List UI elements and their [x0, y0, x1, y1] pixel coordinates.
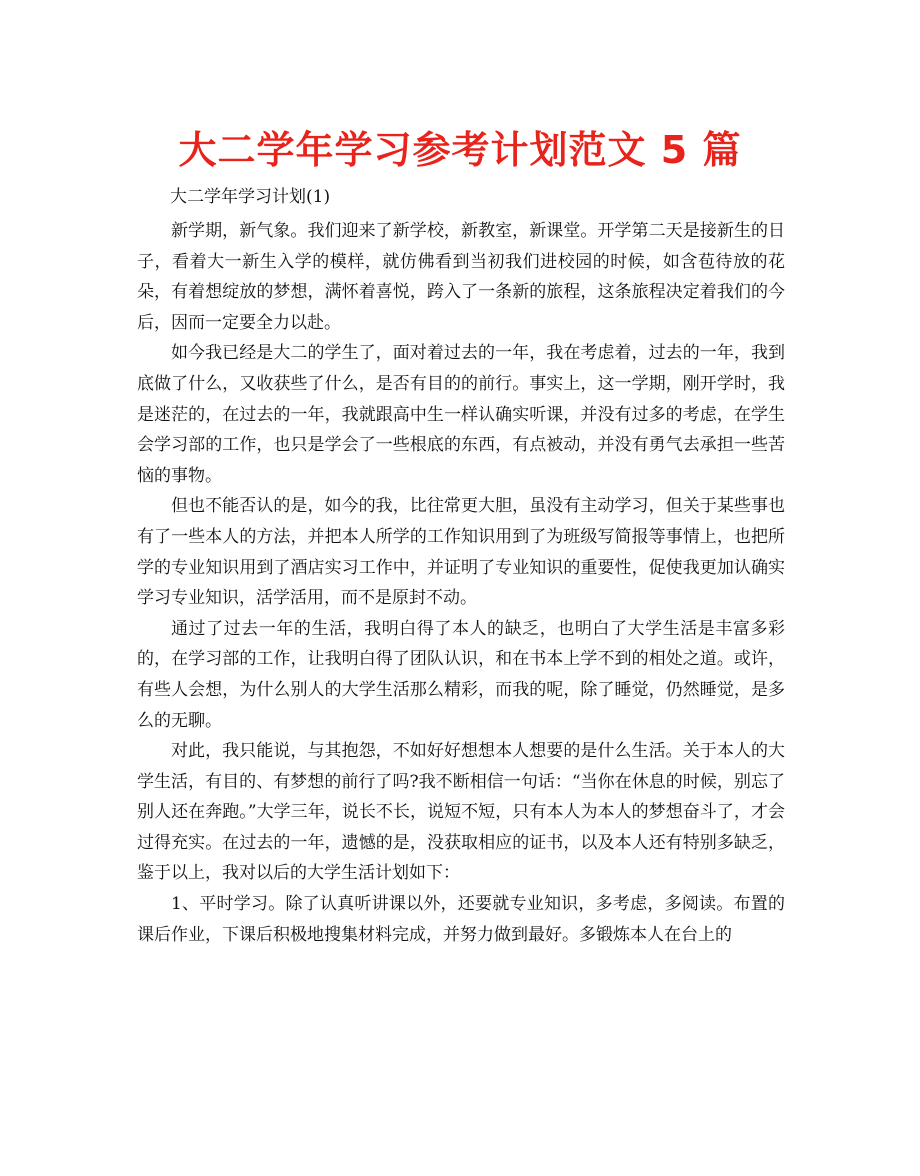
document-body — [137, 216, 785, 950]
paragraph-2: 如今我已经是大二的学生了，面对着过去的一年，我在考虑着，过去的一年，我到底做了什么，又收获些了什么，是否有目的的前行。事实上，这一学期，刚开学时，我是迷茫的，在过去的一年，我就跟高中生一样认确实听课，并没有过多的考虑，在学生会学习部的工作，也只是学会了一些根底的东西，有点被动，并没有勇气去承担一些苦恼的事物。 — [137, 343, 785, 486]
document-title: 大二学年学习参考计划范文 5 篇 — [178, 128, 742, 172]
paragraph-1: 新学期，新气象。我们迎来了新学校，新教室，新课堂。开学第二天是接新生的日子，看着大一新生入学的模样，就仿佛看到当初我们进校园的时候，如含苞待放的花朵，有着想绽放的梦想，满怀着喜悦，跨入了一条新的旅程，这条旅程决定着我们的今后，因而一定要全力以赴。 — [137, 221, 785, 333]
paragraph-5: 对此，我只能说，与其抱怨，不如好好想想本人想要的是什么生活。关于本人的大学生活，有目的、有梦想的前行了吗?我不断相信一句话：“当你在休息的时候，别忘了别人还在奔跑。”大学三年，说长不长，说短不短，只有本人为本人的梦想奋斗了，才会过得充实。在过去的一年，遗憾的是，没获取相应的证书，以及本人还有特别多缺乏，鉴于以上，我对以后的大学生活计划如下： — [137, 741, 785, 884]
paragraph-4: 通过了过去一年的生活，我明白得了本人的缺乏，也明白了大学生活是丰富多彩的，在学习部的工作，让我明白得了团队认识，和在书本上学不到的相处之道。或许，有些人会想，为什么别人的大学生活那么精彩，而我的呢，除了睡觉，仍然睡觉，是多么的无聊。 — [137, 618, 785, 731]
section-subtitle: 大二学年学习计划(1) — [170, 187, 331, 207]
paragraph-3: 但也不能否认的是，如今的我，比往常更大胆，虽没有主动学习，但关于某些事也有了一些本人的方法，并把本人所学的工作知识用到了为班级写简报等事情上，也把所学的专业知识用到了酒店实习工作中，并证明了专业知识的重要性，促使我更加认确实学习专业知识，活学活用，而不是原封不动。 — [137, 496, 785, 609]
paragraph-6: 1、平时学习。除了认真听讲课以外，还要就专业知识，多考虑，多阅读。布置的课后作业，下课后积极地搜集材料完成，并努力做到最好。多锻炼本人在台上的 — [137, 894, 785, 945]
